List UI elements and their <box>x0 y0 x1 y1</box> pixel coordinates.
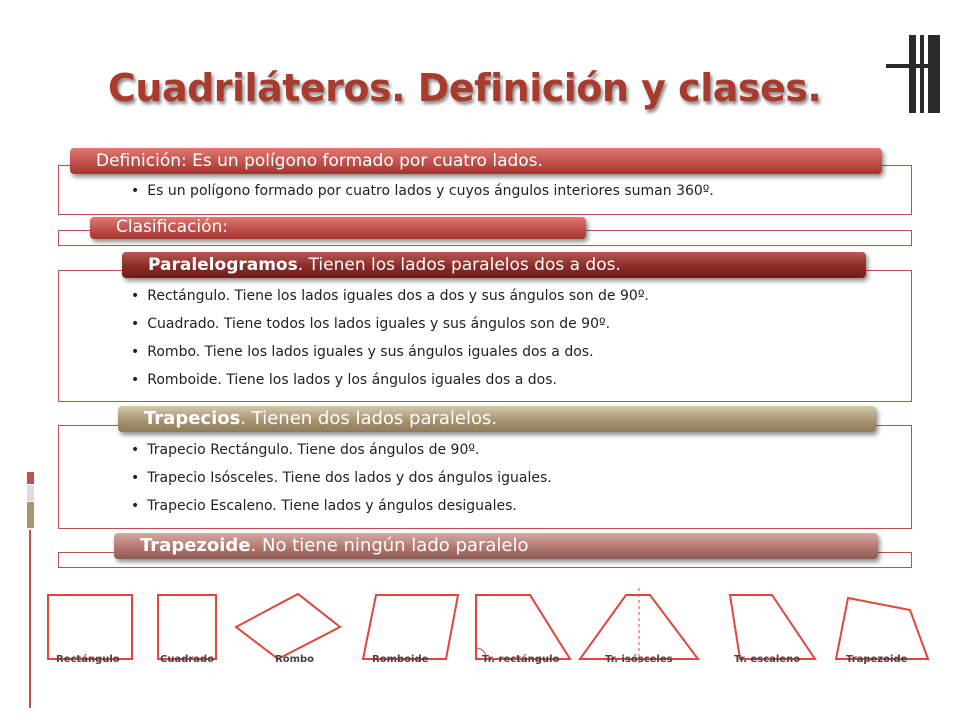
shape-label-rhomboid: Romboide <box>372 654 429 665</box>
parallelograms-header <box>122 252 866 278</box>
corner-bar-2 <box>920 35 924 113</box>
classification-header: Clasificación: <box>90 217 586 239</box>
trapezoids-list <box>131 436 552 520</box>
list-item: • Rectángulo. Tiene los lados iguales dos a dos y sus ángulos son de 90º. <box>131 282 649 310</box>
list-item: • Cuadrado. Tiene todos los lados iguales y sus ángulos son de 90º. <box>131 310 649 338</box>
shape-label-rectangle: Rectángulo <box>56 654 120 665</box>
corner-bar-3 <box>928 35 940 113</box>
square-shape <box>158 595 216 659</box>
shape-label-rhombus: Rombo <box>275 654 315 665</box>
trapezoid-header-rest: . No tiene ningún lado paralelo <box>250 535 529 556</box>
corner-bar-4 <box>886 64 940 68</box>
trapezoid-header <box>114 533 878 559</box>
shape-label-right-trapezoid: Tr. rectángulo <box>482 654 560 665</box>
list-item: • Rombo. Tiene los lados iguales y sus ángulos iguales dos a dos. <box>131 338 649 366</box>
side-strip-red <box>27 472 34 484</box>
trapezoids-header-bold: Trapecios <box>144 408 241 429</box>
corner-bar-1 <box>909 35 916 113</box>
shape-label-isosceles-trapezoid: Tr. isósceles <box>605 654 673 665</box>
side-strip-tan <box>27 502 34 528</box>
list-item: • Es un polígono formado por cuatro lados y cuyos ángulos interiores suman 360º. <box>131 177 714 205</box>
list-item: • Trapecio Escaleno. Tiene lados y ángulos desiguales. <box>131 492 552 520</box>
parallelograms-header-bold: Paralelogramos <box>148 255 298 275</box>
rectangle-shape <box>48 595 132 659</box>
list-item: • Romboide. Tiene los lados y los ángulos iguales dos a dos. <box>131 366 649 394</box>
scalene-trapezoid-shape <box>730 595 815 659</box>
side-strip-grey <box>27 485 34 501</box>
trapezoids-header <box>118 406 876 432</box>
trapezoids-header-rest: . Tienen dos lados paralelos. <box>240 408 498 429</box>
rhomboid-shape <box>363 595 458 659</box>
shape-label-square: Cuadrado <box>160 654 215 665</box>
right-trapezoid-shape <box>476 595 570 659</box>
parallelograms-list <box>131 282 649 394</box>
slide-title: Cuadriláteros. Definición y clases. <box>108 66 822 110</box>
rhombus-shape <box>236 594 340 659</box>
shape-label-trapezoid: Trapezoide <box>846 654 908 665</box>
list-item: • Trapecio Rectángulo. Tiene dos ángulos de 90º. <box>131 436 552 464</box>
trapezoid-shape <box>836 598 928 659</box>
side-strip-line <box>29 530 31 708</box>
definition-list <box>131 177 714 205</box>
list-item: • Trapecio Isósceles. Tiene dos lados y dos ángulos iguales. <box>131 464 552 492</box>
parallelograms-header-rest: . Tienen los lados paralelos dos a dos. <box>297 255 621 275</box>
definition-header: Definición: Es un polígono formado por cuatro lados. <box>70 148 882 174</box>
trapezoid-header-bold: Trapezoide <box>140 535 251 556</box>
quadrilaterals-illustration <box>40 586 960 716</box>
shape-label-scalene-trapezoid: Tr. escaleno <box>734 654 801 665</box>
